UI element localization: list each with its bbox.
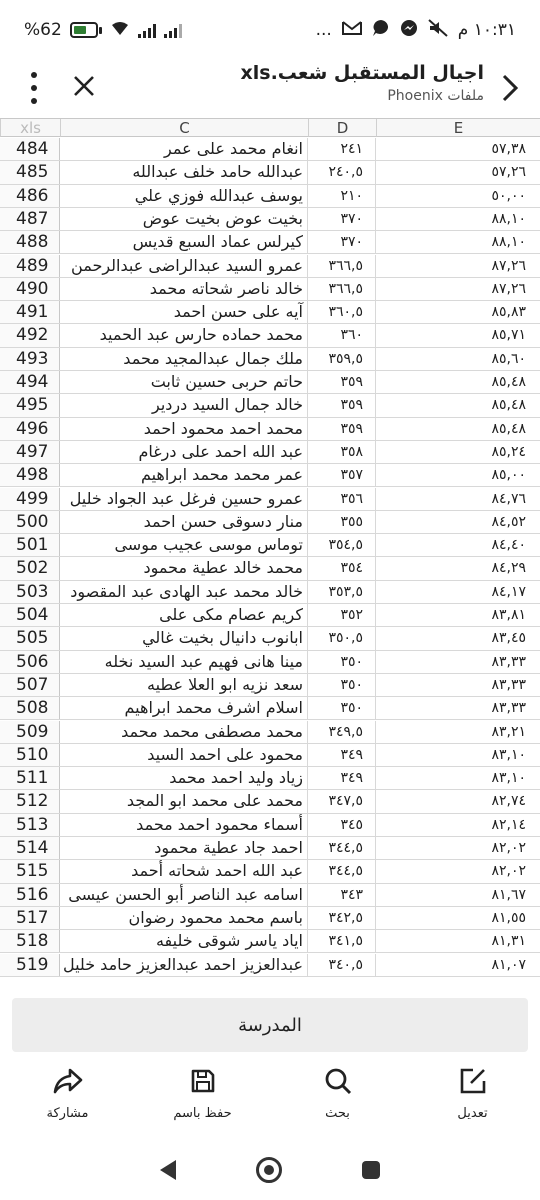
percent-cell[interactable]: ٨٣,١٠ bbox=[491, 746, 526, 763]
nav-home-icon[interactable] bbox=[256, 1157, 282, 1183]
more-notifications: ... bbox=[315, 20, 332, 40]
table-row[interactable] bbox=[0, 604, 540, 627]
name-cell[interactable]: اسلام اشرف محمد ابراهيم bbox=[60, 697, 308, 719]
signal-icon bbox=[138, 22, 156, 38]
score-cell[interactable]: ٣٦٠,٥ bbox=[308, 301, 376, 323]
table-row[interactable] bbox=[0, 930, 540, 953]
name-cell[interactable]: محمد حماده حارس عبد الحميد bbox=[60, 324, 308, 346]
column-header-c[interactable]: C bbox=[60, 119, 308, 137]
score-cell[interactable]: ٣٤٧,٥ bbox=[308, 790, 376, 812]
name-cell[interactable]: محمد على محمد ابو المجد bbox=[60, 790, 308, 812]
percent-cell[interactable]: ٨٧,٢٦ bbox=[491, 257, 526, 274]
percent-cell[interactable]: ٨٣,٣٣ bbox=[491, 653, 526, 670]
percent-cell[interactable]: ٥٧,٣٨ bbox=[491, 141, 526, 157]
score-cell[interactable]: ٣٧٠ bbox=[308, 208, 376, 230]
row-number[interactable]: 486 bbox=[0, 185, 60, 207]
table-row[interactable] bbox=[0, 185, 540, 208]
percent-cell[interactable]: ٨٣,٨١ bbox=[491, 607, 526, 623]
name-cell[interactable]: عبد الله احمد شحاته أحمد bbox=[60, 860, 308, 882]
table-row[interactable] bbox=[0, 161, 540, 184]
share-icon bbox=[51, 1064, 85, 1098]
name-cell[interactable]: خالد محمد عبد الهادى عبد المقصود bbox=[60, 581, 308, 603]
percent-cell[interactable]: ٨٧,٢٦ bbox=[491, 280, 526, 297]
name-cell[interactable]: بخيت عوض بخيت عوض bbox=[60, 208, 308, 230]
name-cell[interactable]: كريم عصام مكى على bbox=[60, 604, 308, 626]
name-cell[interactable]: عمرو حسين فرغل عبد الجواد خليل bbox=[60, 488, 308, 510]
name-cell[interactable]: باسم محمد محمود رضوان bbox=[60, 907, 308, 929]
row-number[interactable]: 498 bbox=[0, 464, 60, 486]
percent-cell[interactable]: ٨٥,٤٨ bbox=[491, 374, 526, 390]
percent-cell[interactable]: ٨٣,٣٣ bbox=[491, 676, 526, 693]
file-location: ملفات Phoenix bbox=[387, 88, 484, 104]
percent-cell[interactable]: ٨٢,٧٤ bbox=[491, 793, 526, 810]
save-as-label: حفظ باسم bbox=[173, 1106, 232, 1121]
signal-icon-2 bbox=[164, 22, 182, 38]
gmail-icon bbox=[342, 20, 362, 41]
status-bar bbox=[0, 0, 540, 60]
row-number[interactable]: 519 bbox=[0, 954, 60, 976]
name-cell[interactable]: توماس موسى عجيب موسى bbox=[60, 534, 308, 556]
score-cell[interactable]: ٣٤٠,٥ bbox=[308, 954, 376, 976]
percent-cell[interactable]: ٥٠,٠٠ bbox=[491, 187, 526, 204]
share-button[interactable] bbox=[13, 1064, 123, 1134]
row-number[interactable]: 516 bbox=[0, 884, 60, 906]
percent-cell[interactable]: ٨١,٦٧ bbox=[491, 886, 526, 903]
nav-back-icon[interactable] bbox=[160, 1160, 176, 1180]
table-row[interactable] bbox=[0, 348, 540, 371]
edit-label: تعديل bbox=[457, 1106, 488, 1121]
score-cell[interactable]: ٣٥٥ bbox=[308, 511, 376, 533]
file-header bbox=[0, 60, 540, 118]
edit-button[interactable] bbox=[418, 1064, 528, 1134]
messenger-icon bbox=[400, 19, 418, 42]
sheet-tab[interactable] bbox=[12, 998, 528, 1052]
percent-cell[interactable]: ٨٤,٢٩ bbox=[491, 560, 526, 577]
percent-cell[interactable]: ٥٧,٢٦ bbox=[491, 164, 526, 181]
wifi-icon bbox=[110, 20, 130, 40]
edit-icon bbox=[456, 1064, 490, 1098]
score-cell[interactable]: ٣٤٢,٥ bbox=[308, 907, 376, 929]
row-number[interactable]: 515 bbox=[0, 860, 60, 882]
score-cell[interactable]: ٣٥٩ bbox=[308, 394, 376, 416]
name-cell[interactable]: مينا هانى فهيم عبد السيد نخله bbox=[60, 651, 308, 673]
table-row[interactable] bbox=[0, 674, 540, 697]
percent-cell[interactable]: ٨٨,١٠ bbox=[491, 210, 526, 227]
table-row[interactable] bbox=[0, 837, 540, 860]
name-cell[interactable]: عمرو السيد عبدالراضى عبدالرحمن bbox=[60, 255, 308, 277]
table-row[interactable] bbox=[0, 860, 540, 883]
score-cell[interactable]: ٣٤٥ bbox=[308, 814, 376, 836]
percent-cell[interactable]: ٨٥,٠٠ bbox=[491, 467, 526, 484]
percent-cell[interactable]: ٨٤,٥٢ bbox=[491, 513, 526, 530]
name-cell[interactable]: آيه على حسن احمد bbox=[60, 301, 308, 323]
column-header-a[interactable]: xls bbox=[0, 119, 60, 137]
name-cell[interactable]: أسماء محمود احمد محمد bbox=[60, 814, 308, 836]
name-cell[interactable]: اياد ياسر شوقى خليفه bbox=[60, 930, 308, 952]
row-number[interactable]: 518 bbox=[0, 930, 60, 952]
save-icon bbox=[186, 1064, 220, 1098]
row-number[interactable]: 502 bbox=[0, 557, 60, 579]
table-row[interactable] bbox=[0, 394, 540, 417]
name-cell[interactable]: اسامه عبد الناصر أبو الحسن عيسى bbox=[60, 884, 308, 906]
name-cell[interactable]: سعد نزيه ابو العلا عطيه bbox=[60, 674, 308, 696]
table-row[interactable] bbox=[0, 418, 540, 441]
name-cell[interactable]: خالد ناصر شحاته محمد bbox=[60, 278, 308, 300]
search-icon bbox=[321, 1064, 355, 1098]
table-row[interactable] bbox=[0, 511, 540, 534]
table-row[interactable] bbox=[0, 231, 540, 254]
score-cell[interactable]: ٣٥٠ bbox=[308, 651, 376, 673]
row-number[interactable]: 512 bbox=[0, 790, 60, 812]
row-number[interactable]: 497 bbox=[0, 441, 60, 463]
percent-cell[interactable]: ٨٥,٤٨ bbox=[491, 397, 526, 414]
row-number[interactable]: 491 bbox=[0, 301, 60, 323]
table-row[interactable] bbox=[0, 814, 540, 837]
row-number[interactable]: 488 bbox=[0, 231, 60, 253]
percent-cell[interactable]: ٨٣,١٠ bbox=[491, 770, 526, 787]
percent-cell[interactable]: ٨٣,٣٣ bbox=[491, 700, 526, 717]
percent-cell[interactable]: ٨١,٣١ bbox=[491, 933, 526, 950]
row-number[interactable]: 500 bbox=[0, 511, 60, 533]
score-cell[interactable]: ٢٤١ bbox=[308, 138, 376, 160]
score-cell[interactable]: ٣٦٦,٥ bbox=[308, 255, 376, 277]
row-number[interactable]: 485 bbox=[0, 161, 60, 183]
score-cell[interactable]: ٣٥٠,٥ bbox=[308, 627, 376, 649]
table-row[interactable] bbox=[0, 371, 540, 394]
percent-cell[interactable]: ٨١,٠٧ bbox=[491, 956, 526, 973]
table-row[interactable] bbox=[0, 721, 540, 744]
table-row[interactable] bbox=[0, 557, 540, 580]
table-row[interactable] bbox=[0, 954, 540, 977]
percent-cell[interactable]: ٨٥,٢٤ bbox=[491, 443, 526, 460]
percent-cell[interactable]: ٨٢,١٤ bbox=[491, 816, 526, 833]
name-cell[interactable]: خالد جمال السيد دردير bbox=[60, 394, 308, 416]
file-title: اجيال المستقبل شعب.xls bbox=[240, 62, 484, 84]
percent-cell[interactable]: ٨٤,٧٦ bbox=[491, 490, 526, 507]
table-row[interactable] bbox=[0, 697, 540, 720]
score-cell[interactable]: ٣٥٨ bbox=[308, 441, 376, 463]
name-cell[interactable]: احمد جاد عطية محمود bbox=[60, 837, 308, 859]
percent-cell[interactable]: ٨٥,٧١ bbox=[491, 327, 526, 344]
row-number[interactable]: 490 bbox=[0, 278, 60, 300]
nav-recent-icon[interactable] bbox=[362, 1161, 380, 1179]
status-left bbox=[24, 20, 182, 40]
score-cell[interactable]: ٣٥٩,٥ bbox=[308, 348, 376, 370]
score-cell[interactable]: ٣٥٩ bbox=[308, 371, 376, 393]
row-number[interactable]: 509 bbox=[0, 721, 60, 743]
row-number[interactable]: 499 bbox=[0, 488, 60, 510]
row-number[interactable]: 496 bbox=[0, 418, 60, 440]
table-row[interactable] bbox=[0, 651, 540, 674]
status-right bbox=[316, 19, 516, 42]
name-cell[interactable]: عمر محمد محمد ابراهيم bbox=[60, 464, 308, 486]
percent-cell[interactable]: ٨٣,٤٥ bbox=[491, 630, 526, 647]
percent-cell[interactable]: ٨٣,٢١ bbox=[491, 723, 526, 740]
name-cell[interactable]: عبدالعزيز احمد عبدالعزيز حامد خليل bbox=[60, 954, 308, 976]
table-row[interactable] bbox=[0, 464, 540, 487]
score-cell[interactable]: ٣٤٩,٥ bbox=[308, 721, 376, 743]
table-row[interactable] bbox=[0, 744, 540, 767]
table-row[interactable] bbox=[0, 627, 540, 650]
name-cell[interactable]: عبد الله احمد على درغام bbox=[60, 441, 308, 463]
message-icon bbox=[372, 19, 390, 42]
row-number[interactable]: 489 bbox=[0, 255, 60, 277]
score-cell[interactable]: ٣٤١,٥ bbox=[308, 930, 376, 952]
percent-cell[interactable]: ٨١,٥٥ bbox=[491, 909, 526, 926]
system-navbar bbox=[0, 1140, 540, 1200]
score-cell[interactable]: ٣٤٩ bbox=[308, 767, 376, 789]
name-cell[interactable]: محمد مصطفى محمد محمد bbox=[60, 721, 308, 743]
score-cell[interactable]: ٣٧٠ bbox=[308, 231, 376, 253]
name-cell[interactable]: عبدالله حامد خلف عبدالله bbox=[60, 161, 308, 183]
score-cell[interactable]: ٣٤٩ bbox=[308, 744, 376, 766]
name-cell[interactable]: زياد وليد احمد محمد bbox=[60, 767, 308, 789]
percent-cell[interactable]: ٨٤,٤٠ bbox=[491, 537, 526, 554]
percent-cell[interactable]: ٨٥,٨٣ bbox=[491, 304, 526, 321]
share-label: مشاركة bbox=[46, 1106, 89, 1121]
table-row[interactable] bbox=[0, 324, 540, 347]
name-cell[interactable]: انغام محمد على عمر bbox=[60, 138, 308, 160]
row-number[interactable]: 484 bbox=[0, 138, 60, 160]
score-cell[interactable]: ٣٤٤,٥ bbox=[308, 860, 376, 882]
close-icon[interactable] bbox=[66, 68, 102, 104]
search-button[interactable] bbox=[283, 1064, 393, 1134]
name-cell[interactable]: ملك جمال عبدالمجيد محمد bbox=[60, 348, 308, 370]
score-cell[interactable]: ٣٤٣ bbox=[308, 884, 376, 906]
score-cell[interactable]: ٢٤٠,٥ bbox=[308, 161, 376, 183]
row-number[interactable]: 503 bbox=[0, 581, 60, 603]
bottom-toolbar bbox=[0, 1064, 540, 1134]
score-cell[interactable]: ٢١٠ bbox=[308, 185, 376, 207]
row-number[interactable]: 501 bbox=[0, 534, 60, 556]
score-cell[interactable]: ٣٦٦,٥ bbox=[308, 278, 376, 300]
row-number[interactable]: 514 bbox=[0, 837, 60, 859]
clock-time: ١٠:٣١ م bbox=[457, 20, 516, 40]
row-number[interactable]: 506 bbox=[0, 651, 60, 673]
score-cell[interactable]: ٣٤٤,٥ bbox=[308, 837, 376, 859]
name-cell[interactable]: منار دسوقى حسن احمد bbox=[60, 511, 308, 533]
name-cell[interactable]: حاتم حربى حسين ثابت bbox=[60, 371, 308, 393]
name-cell[interactable]: محمود على احمد السيد bbox=[60, 744, 308, 766]
name-cell[interactable]: كيرلس عماد السبع قديس bbox=[60, 231, 308, 253]
score-cell[interactable]: ٣٦٠ bbox=[308, 324, 376, 346]
table-row[interactable] bbox=[0, 208, 540, 231]
spreadsheet-grid[interactable] bbox=[0, 118, 540, 975]
row-number[interactable]: 505 bbox=[0, 627, 60, 649]
name-cell[interactable]: ابانوب دانيال بخيت غالي bbox=[60, 627, 308, 649]
back-chevron-icon[interactable] bbox=[494, 68, 526, 108]
sheet-tab-label: المدرسة bbox=[238, 1014, 302, 1036]
table-row[interactable] bbox=[0, 790, 540, 813]
battery-percent: %62 bbox=[24, 20, 62, 40]
name-cell[interactable]: يوسف عبدالله فوزي علي bbox=[60, 185, 308, 207]
score-cell[interactable]: ٣٥٤ bbox=[308, 557, 376, 579]
table-row[interactable] bbox=[0, 907, 540, 930]
row-number[interactable]: 504 bbox=[0, 604, 60, 626]
mute-icon bbox=[428, 19, 448, 42]
score-cell[interactable]: ٣٥٩ bbox=[308, 418, 376, 440]
score-cell[interactable]: ٣٥٦ bbox=[308, 488, 376, 510]
table-row[interactable] bbox=[0, 581, 540, 604]
percent-cell[interactable]: ٨٥,٤٨ bbox=[491, 420, 526, 437]
percent-cell[interactable]: ٨٢,٠٢ bbox=[491, 863, 526, 880]
row-number[interactable]: 492 bbox=[0, 324, 60, 346]
score-cell[interactable]: ٣٥٤,٥ bbox=[308, 534, 376, 556]
row-number[interactable]: 493 bbox=[0, 348, 60, 370]
table-row[interactable] bbox=[0, 255, 540, 278]
row-number[interactable]: 495 bbox=[0, 394, 60, 416]
row-number[interactable]: 517 bbox=[0, 907, 60, 929]
score-cell[interactable]: ٣٥٠ bbox=[308, 674, 376, 696]
row-number[interactable]: 510 bbox=[0, 744, 60, 766]
table-row[interactable] bbox=[0, 488, 540, 511]
percent-cell[interactable]: ٨٥,٦٠ bbox=[491, 350, 526, 367]
table-row[interactable] bbox=[0, 301, 540, 324]
column-header-e[interactable]: E bbox=[376, 119, 540, 137]
percent-cell[interactable]: ٨٨,١٠ bbox=[491, 234, 526, 251]
row-number[interactable]: 487 bbox=[0, 208, 60, 230]
score-cell[interactable]: ٣٥٣,٥ bbox=[308, 581, 376, 603]
name-cell[interactable]: محمد احمد محمود احمد bbox=[60, 418, 308, 440]
table-row[interactable] bbox=[0, 534, 540, 557]
battery-icon bbox=[70, 22, 102, 38]
more-vertical-icon[interactable] bbox=[24, 68, 44, 108]
table-row[interactable] bbox=[0, 138, 540, 161]
name-cell[interactable]: محمد خالد عطية محمود bbox=[60, 557, 308, 579]
percent-cell[interactable]: ٨٢,٠٢ bbox=[491, 840, 526, 856]
row-number[interactable]: 494 bbox=[0, 371, 60, 393]
score-cell[interactable]: ٣٥٧ bbox=[308, 464, 376, 486]
column-header-d[interactable]: D bbox=[308, 119, 376, 137]
row-number[interactable]: 508 bbox=[0, 697, 60, 719]
table-row[interactable] bbox=[0, 278, 540, 301]
table-row[interactable] bbox=[0, 767, 540, 790]
score-cell[interactable]: ٣٥٢ bbox=[308, 604, 376, 626]
row-number[interactable]: 507 bbox=[0, 674, 60, 696]
score-cell[interactable]: ٣٥٠ bbox=[308, 697, 376, 719]
table-row[interactable] bbox=[0, 884, 540, 907]
search-label: بحث bbox=[325, 1106, 350, 1121]
save-as-button[interactable] bbox=[148, 1064, 258, 1134]
percent-cell[interactable]: ٨٤,١٧ bbox=[491, 583, 526, 600]
table-row[interactable] bbox=[0, 441, 540, 464]
row-number[interactable]: 511 bbox=[0, 767, 60, 789]
row-number[interactable]: 513 bbox=[0, 814, 60, 836]
